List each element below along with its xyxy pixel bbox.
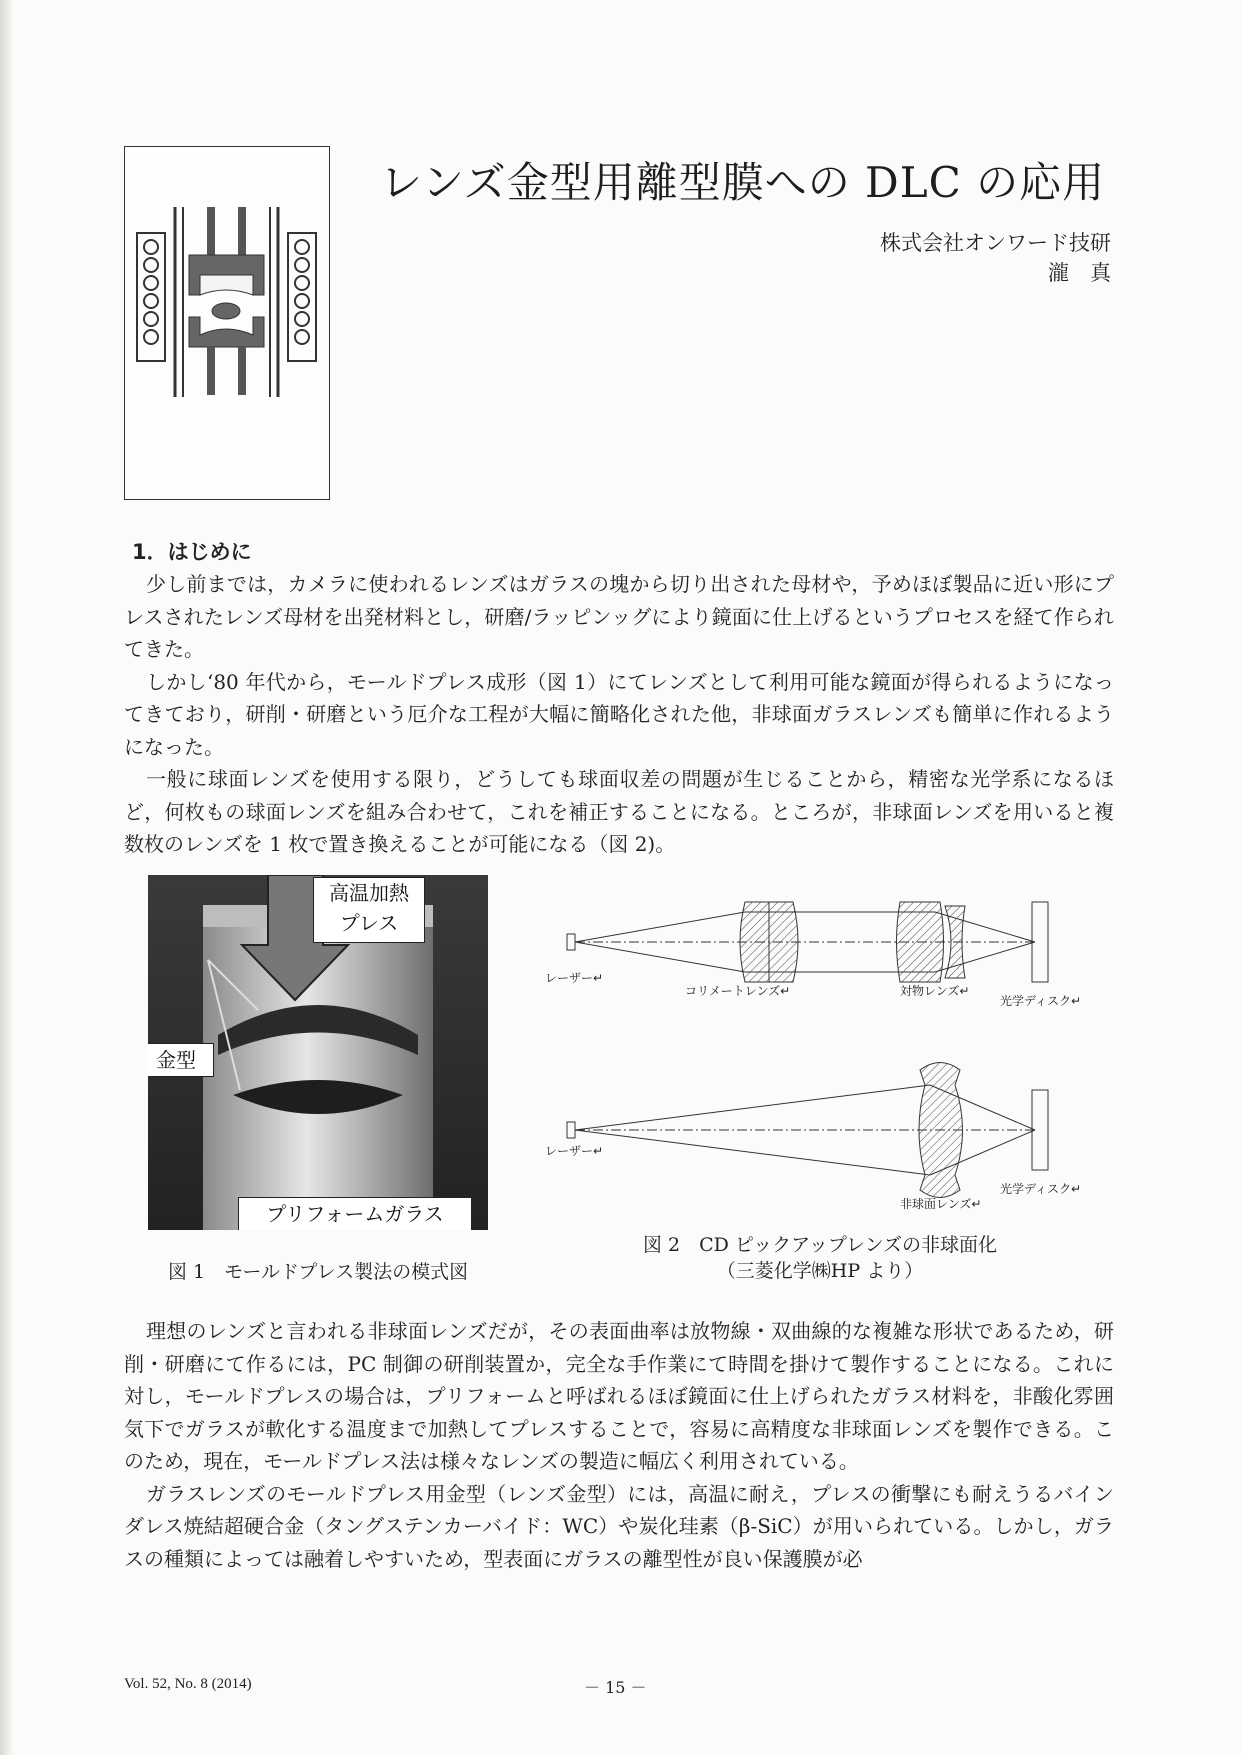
figure-1-image (148, 875, 488, 1230)
scan-edge-shadow (0, 0, 14, 1755)
author-company: 株式会社オンワード技研 (880, 231, 1111, 255)
paragraph: ガラスレンズのモールドプレス用金型（レンズ金型）には，高温に耐え，プレスの衝撃にも耐えうるバインダレス焼結超硬合金（タングステンカーバイド：WC）や炭化珪素（β-SiC）が用いられている。しかし，ガラスの種類によっては融着しやすいため，型表面にガラスの離型性が良い保護膜が必 (124, 1481, 1114, 1571)
laser-label-1: レーザー↵ (545, 971, 604, 985)
body-text (124, 1315, 1114, 1575)
figure-2-caption-line2: （三菱化学㈱HP より） (716, 1260, 924, 1282)
label-press: 高温加熱 プレス (313, 877, 425, 943)
laser-label-2: レーザー↵ (545, 1144, 604, 1158)
author-name: 瀧 真 (1048, 261, 1111, 285)
collimator-lens-label: コリメートレンズ↵ (685, 984, 791, 998)
aspheric-lens-label: 非球面レンズ↵ (900, 1197, 982, 1210)
optical-disc-label-2: 光学ディスク↵ (1000, 1182, 1082, 1196)
label-mold: 金型 (148, 1043, 214, 1077)
optical-disc-label-1: 光学ディスク↵ (1000, 994, 1082, 1008)
paragraph: 一般に球面レンズを使用する限り，どうしても球面収差の問題が生じることから，精密な光学系になるほど，何枚もの球面レンズを組み合わせて，これを補正することになる。ところが，非球面レンズを用いると複数枚のレンズを 1 枚で置き換えることが可能になる（図 2)。 (124, 767, 1114, 856)
journal-footer: Vol. 52, No. 8 (2014) (124, 1676, 252, 1692)
section-heading: 1．はじめに (132, 540, 252, 564)
label-preform-glass: プリフォームガラス (238, 1197, 472, 1230)
figure-2-diagram (545, 880, 1115, 1210)
figure-2-caption-line1: 図 2 CD ピックアップレンズの非球面化 (642, 1234, 998, 1256)
figure-1-caption: 図 1 モールドプレス製法の模式図 (168, 1261, 469, 1283)
press-schematic-logo (124, 146, 330, 500)
paragraph: 少し前までは，カメラに使われるレンズはガラスの塊から切り出された母材や，予めほぼ製品に近い形にプレスされたレンズ母材を出発材料とし，研磨/ラッピンッグにより鏡面に仕上げるというプロセスを経て作られてきた。 (124, 572, 1114, 661)
author-block (880, 228, 1111, 288)
page-number: － 15 － (584, 1678, 647, 1697)
page-title: レンズ金型用離型膜への DLC の応用 (380, 158, 1106, 207)
objective-lens-label: 対物レンズ↵ (900, 984, 970, 998)
figure-2-caption (600, 1232, 1040, 1284)
paragraph: 理想のレンズと言われる非球面レンズだが，その表面曲率は放物線・双曲線的な複雑な形状であるため，研削・研磨にて作るには，PC 制御の研削装置か，完全な手作業にて時間を掛けて製作することになる。これに対し，モールドプレスの場合は，プリフォームと呼ばれるほぼ鏡面に仕上げられたガラス材料を，非酸化雰囲気下でガラスが軟化する温度まで加熱してプレスすることで，容易に高精度な非球面レンズを製作できる。このため，現在，モールドプレス法は様々なレンズの製造に幅広く利用されている。 (124, 1319, 1114, 1473)
intro-text (124, 568, 1114, 861)
paragraph: しかし‘80 年代から，モールドプレス成形（図 1）にてレンズとして利用可能な鏡面が得られるようになってきており，研削・研磨という厄介な工程が大幅に簡略化された他，非球面ガラスレンズも簡単に作れるようになった。 (124, 669, 1114, 759)
